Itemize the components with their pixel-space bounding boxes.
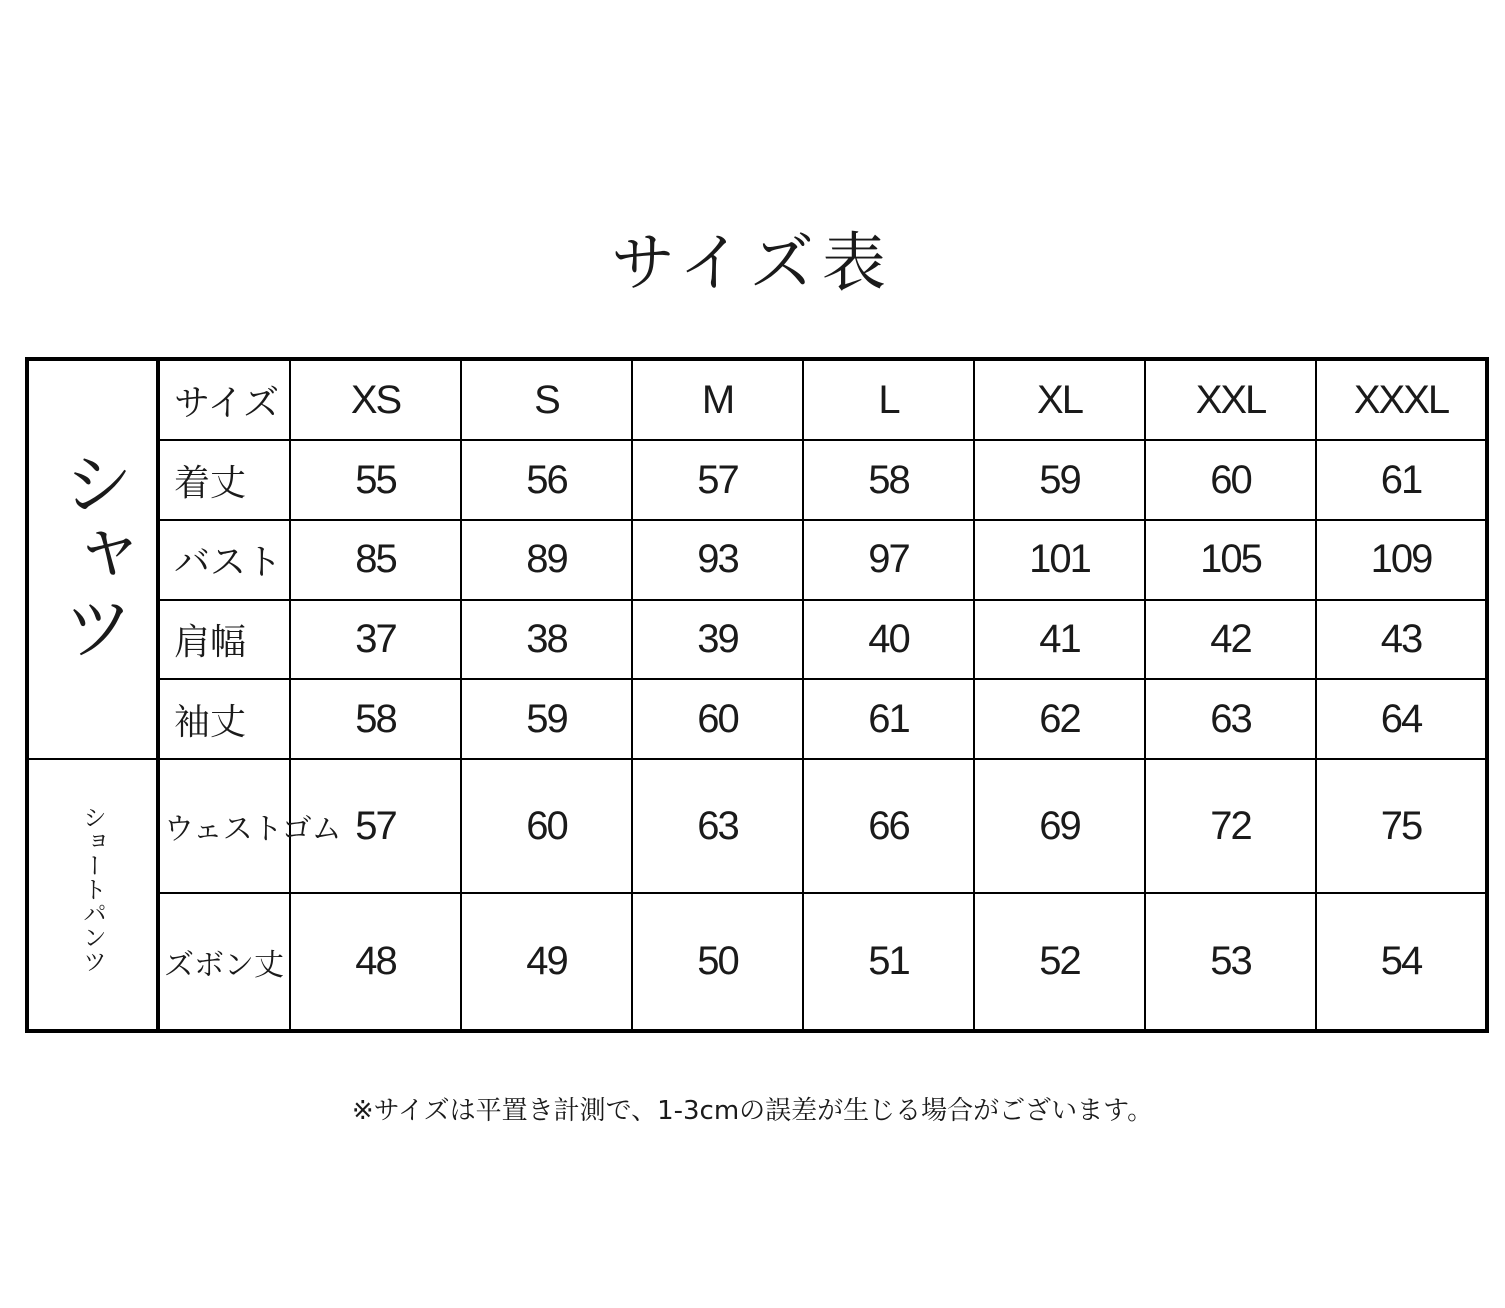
table-cell: 64 bbox=[1316, 679, 1487, 759]
table-cell: 50 bbox=[632, 893, 803, 1031]
size-chart-table bbox=[25, 357, 1489, 1033]
table-cell: 93 bbox=[632, 520, 803, 600]
table-cell: 72 bbox=[1145, 759, 1316, 894]
table-cell: 60 bbox=[1145, 440, 1316, 520]
table-cell: 38 bbox=[461, 600, 632, 680]
table-cell: 58 bbox=[803, 440, 974, 520]
table-cell: 49 bbox=[461, 893, 632, 1031]
table-cell: 57 bbox=[290, 759, 461, 894]
table-cell: 56 bbox=[461, 440, 632, 520]
table-cell: 60 bbox=[461, 759, 632, 894]
size-header-l: L bbox=[803, 359, 974, 440]
table-cell: 54 bbox=[1316, 893, 1487, 1031]
size-header-label: サイズ bbox=[158, 359, 290, 440]
shirt-group-label: シャツ bbox=[50, 446, 135, 663]
table-cell: 97 bbox=[803, 520, 974, 600]
table-cell: 53 bbox=[1145, 893, 1316, 1031]
table-cell: 61 bbox=[1316, 440, 1487, 520]
size-header-xxxl: XXXL bbox=[1316, 359, 1487, 440]
size-header-xl: XL bbox=[974, 359, 1145, 440]
table-cell: 58 bbox=[290, 679, 461, 759]
table-row bbox=[27, 679, 1487, 759]
table-row bbox=[27, 440, 1487, 520]
table-cell: 43 bbox=[1316, 600, 1487, 680]
row-label: ウェストゴム bbox=[158, 759, 290, 894]
table-cell: 42 bbox=[1145, 600, 1316, 680]
table-cell: 59 bbox=[974, 440, 1145, 520]
table-cell: 109 bbox=[1316, 520, 1487, 600]
shorts-group-label: ショートパンツ bbox=[78, 805, 107, 974]
size-header-xs: XS bbox=[290, 359, 461, 440]
table-cell: 55 bbox=[290, 440, 461, 520]
size-header-xxl: XXL bbox=[1145, 359, 1316, 440]
table-row bbox=[27, 893, 1487, 1031]
shorts-group-cell bbox=[27, 759, 158, 1031]
table-row bbox=[27, 759, 1487, 894]
page-title: サイズ表 bbox=[611, 227, 894, 301]
row-label: バスト bbox=[158, 520, 290, 600]
table-row bbox=[27, 600, 1487, 680]
table-cell: 40 bbox=[803, 600, 974, 680]
table-cell: 69 bbox=[974, 759, 1145, 894]
table-cell: 101 bbox=[974, 520, 1145, 600]
measurement-note: ※サイズは平置き計測で、1-3cmの誤差が生じる場合がございます。 bbox=[351, 1096, 1154, 1126]
table-cell: 75 bbox=[1316, 759, 1487, 894]
size-header-m: M bbox=[632, 359, 803, 440]
table-cell: 48 bbox=[290, 893, 461, 1031]
table-row bbox=[27, 520, 1487, 600]
table-cell: 61 bbox=[803, 679, 974, 759]
row-label: 袖丈 bbox=[158, 679, 290, 759]
table-cell: 105 bbox=[1145, 520, 1316, 600]
table-cell: 37 bbox=[290, 600, 461, 680]
table-cell: 41 bbox=[974, 600, 1145, 680]
table-cell: 59 bbox=[461, 679, 632, 759]
row-label: 着丈 bbox=[158, 440, 290, 520]
size-header-s: S bbox=[461, 359, 632, 440]
table-cell: 85 bbox=[290, 520, 461, 600]
size-header-row bbox=[27, 359, 1487, 440]
table-cell: 62 bbox=[974, 679, 1145, 759]
table-cell: 51 bbox=[803, 893, 974, 1031]
shirt-group-cell bbox=[27, 359, 158, 759]
table-cell: 60 bbox=[632, 679, 803, 759]
table-cell: 39 bbox=[632, 600, 803, 680]
table-cell: 52 bbox=[974, 893, 1145, 1031]
table-cell: 63 bbox=[632, 759, 803, 894]
row-label: 肩幅 bbox=[158, 600, 290, 680]
table-cell: 63 bbox=[1145, 679, 1316, 759]
table-cell: 89 bbox=[461, 520, 632, 600]
table-cell: 66 bbox=[803, 759, 974, 894]
table-cell: 57 bbox=[632, 440, 803, 520]
row-label: ズボン丈 bbox=[158, 893, 290, 1031]
